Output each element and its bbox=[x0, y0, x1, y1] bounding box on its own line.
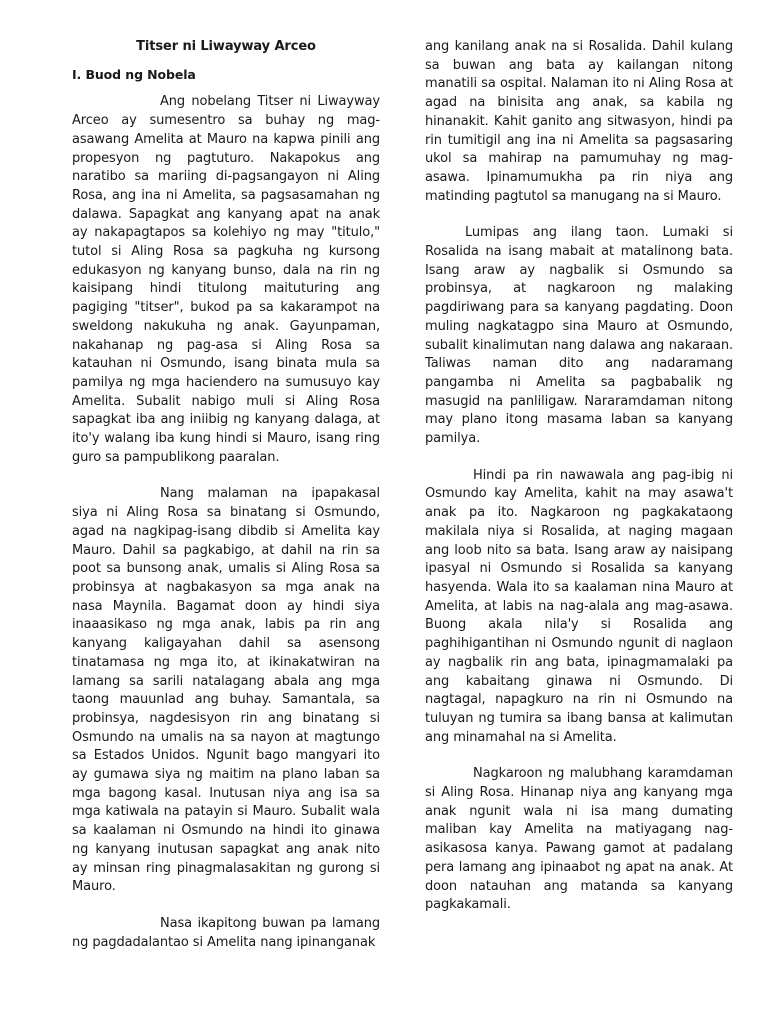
paragraph-continued: ang kanilang anak na si Rosalida. Dahil kulang sa buwan ang bata ay kailangan nitong manatili sa ospital. Nalaman ito ni Aling Rosa at agad na binisita ang anak, sa kabila ng hinanakit. Kahit ganito ang sitwasyon, hindi pa rin tumitigil ang ina ni Amelita sa pagsasaring ukol sa mahirap na pamumuhay ng mag-asawa. Ipinamumukha pa rin niya ang matinding pagtutol sa manugang na si Mauro. bbox=[425, 39, 733, 204]
paragraph: Hindi pa rin nawawala ang pag-ibig ni Osmundo kay Amelita, kahit na may asawa't anak pa ito. Nagkaroon ng pagkakataong makilala niya si Rosalida, at naging magaan ang loob nito sa bata. Isang araw ay naisipang ipasyal ni Osmundo si Rosalida sa kanyang hasyenda. Wala ito sa kaalaman nina Mauro at Amelita, at labis na nag-alala ang mag-asawa. Buong akala nila'y si Rosalida ang paghihigantihan ni Osmundo ngunit di naglaon ay nagbalik rin ang bata, ipinagmamalaki pa ang kabaitang ginawa ni Osmundo. Di nagtagal, napagkuro na rin ni Osmundo na tuluyan ng tumira sa ibang bansa at kalimutan ang minamahal na si Amelita. bbox=[425, 467, 733, 745]
paragraph: Lumipas ang ilang taon. Lumaki si Rosalida na isang mabait at matalinong bata. Isang araw ay nagbalik si Osmundo sa probinsya, at nagkaroon ng malaking pagdiriwang para sa kanyang pagdating. Doon muling nagkatagpo sina Mauro at Osmundo, subalit kinalimutan nang dalawa ang nakaraan. Taliwas naman dito ang nadaramang pangamba ni Amelita sa pagbabalik ng masugid na panliligaw. Nararamdaman nitong may plano itong masama laban sa kanyang pamilya. bbox=[425, 225, 733, 447]
paragraph: Nasa ikapitong buwan pa lamang ng pagdadalantao si Amelita nang ipinanganak bbox=[72, 915, 380, 950]
section-heading: I. Buod ng Nobela bbox=[72, 66, 196, 82]
paragraph: Ang nobelang Titser ni Liwayway Arceo ay sumesentro sa buhay ng mag-asawang Amelita at Mauro na kapwa pinili ang propesyon ng pagtuturo. Nakapokus ang naratibo sa mariing di-pagsangayon ni Aling Rosa, ang ina ni Amelita, sa pagsasamahan ng dalawa. Sapagkat ang kanyang apat na anak ay nakapagtapos sa kolehiyo ng may "titulo," tutol si Aling Rosa sa pagkuha ng kursong edukasyon ng kanyang bunso, dala na rin ng kaisipang hindi titulong maituturing ang pagiging "titser", bukod pa sa kakarampot na sweldong nakukuha ng anak. Gayunpaman, nakahanap ng pag-asa si Aling Rosa sa katauhan ni Osmundo, isang binata mula sa pamilya ng mga haciendero na sumusuyo kay Amelita. Subalit nabigo muli si Aling Rosa sapagkat iba ang iniibig ng kanyang dalaga, at ito'y walang iba kung hindi si Mauro, isang ring guro sa pampublikong paaralan. bbox=[72, 94, 380, 465]
right-column bbox=[425, 38, 733, 915]
left-column bbox=[72, 38, 380, 952]
paragraph: Nagkaroon ng malubhang karamdaman si Aling Rosa. Hinanap niya ang kanyang mga anak ngunit wala ni isa mang dumating maliban kay Amelita na matiyagang nag-asikasosa kanya. Pawang gamot at padalang pera lamang ang ipinaabot ng apat na anak. At doon natauhan ang matanda sa kanyang pagkakamali. bbox=[425, 766, 733, 913]
document-title: Titser ni Liwayway Arceo bbox=[136, 39, 316, 54]
paragraph: Nang malaman na ipapakasal siya ni Aling Rosa sa binatang si Osmundo, agad na nagkipag-isang dibdib si Amelita kay Mauro. Dahil sa pagkabigo, at dahil na rin sa poot sa bunsong anak, umalis si Aling Rosa sa probinsya at nagbakasyon sa mga anak na nasa Maynila. Bagamat doon ay hindi siya inaaasikaso ng mga anak, labis pa rin ang kanyang kaligayahan dahil sa asensong tinatamasa ng mga ito, at ikinakatwiran na lamang sa sarili natalagang abala ang mga taong mauunlad ang buhay. Samantala, sa probinsya, nagdesisyon rin ang binatang si Osmundo na umalis na sa nayon at magtungo sa Estados Unidos. Ngunit bago mangyari ito ay gumawa siya ng maitim na plano laban sa mga bagong kasal. Inutusan niya ang isa sa mga katiwala na patayin si Mauro. Subalit wala sa kaalaman ni Osmundo na hindi ito ginawa ng kanyang inutusan sapagkat ang anak nito ay minsan ring pinagmalasakitan ng gurong si Mauro. bbox=[72, 486, 380, 895]
